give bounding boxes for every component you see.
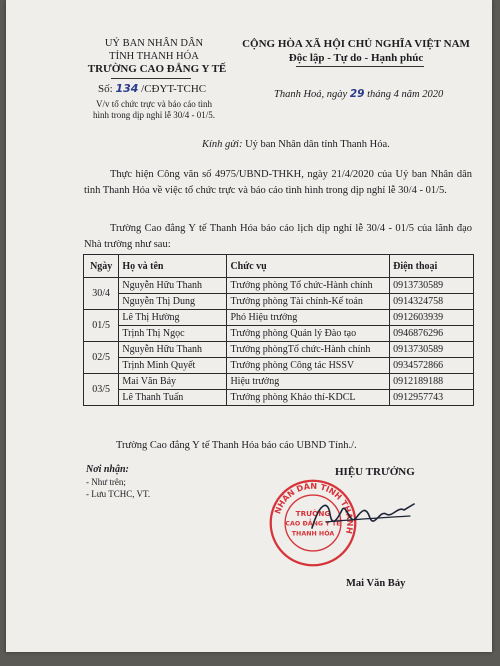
signer-title: HIỆU TRƯỞNG xyxy=(335,466,415,478)
table-row xyxy=(84,342,474,358)
cell-phone: 0913730589 xyxy=(390,342,474,358)
handwritten-day: 29 xyxy=(349,88,365,100)
recipients-title: Nơi nhận: xyxy=(86,464,129,475)
org-line-1: UỶ BAN NHÂN DÂN xyxy=(104,38,204,49)
cell-name: Lê Thanh Tuấn xyxy=(119,390,227,406)
cell-phone: 0914324758 xyxy=(390,294,474,310)
recipients-item: - Lưu TCHC, VT. xyxy=(86,489,151,499)
signer-name: Mai Văn Bảy xyxy=(346,578,406,589)
duty-roster-table xyxy=(83,254,474,406)
cell-position: Trưởng phòng Khảo thí-KDCL xyxy=(227,390,390,406)
paragraph-1: Thực hiện Công văn số 4975/UBND-THKH, ngày 21/4/2020 của Uỷ ban Nhân dân tỉnh Thanh Hóa về việc tổ chức trực và báo cáo tình hình trong dịp nghỉ lễ 30/4 - 01/5. xyxy=(84,169,472,196)
cell-day: 03/5 xyxy=(84,374,119,406)
recipient-name: Uỷ ban Nhân dân tỉnh Thanh Hóa. xyxy=(245,139,390,150)
header-day: Ngày xyxy=(84,255,119,278)
cell-phone: 0934572866 xyxy=(390,358,474,374)
signature-icon xyxy=(306,492,418,538)
seal-ring-text: NHÂN DÂN TỈNH THANH xyxy=(272,480,356,535)
cell-name: Nguyễn Hữu Thanh xyxy=(119,278,227,294)
cell-name: Nguyễn Thị Dung xyxy=(119,294,227,310)
cell-name: Nguyễn Hữu Thanh xyxy=(119,342,227,358)
table-row xyxy=(84,374,474,390)
cell-position: Trưởng phòng Tài chính-Kế toán xyxy=(227,294,390,310)
cell-name: Trịnh Thị Ngọc xyxy=(119,326,227,342)
recipients-item: - Như trên; xyxy=(86,477,126,487)
table-row xyxy=(84,278,474,294)
seal-center-line: THANH HÓA xyxy=(291,530,335,538)
subject-line-2: hình trong dịp nghỉ lễ 30/4 - 01/5. xyxy=(93,110,215,120)
handwritten-number: 134 xyxy=(115,82,139,95)
cell-name: Trịnh Minh Quyết xyxy=(119,358,227,374)
cell-day: 30/4 xyxy=(84,278,119,310)
cell-phone: 0913730589 xyxy=(390,278,474,294)
cell-position: Trưởng phòng Tổ chức-Hành chính xyxy=(227,278,390,294)
header-phone: Điện thoại xyxy=(390,255,474,278)
paragraph-2: Trường Cao đẳng Y tế Thanh Hóa báo cáo lịch dịp nghỉ lễ 30/4 - 01/5 của lãnh đạo Nhà trường như sau: xyxy=(84,223,472,250)
org-line-3: TRƯỜNG CAO ĐẲNG Y TẾ xyxy=(87,63,227,75)
cell-phone: 0912603939 xyxy=(390,310,474,326)
document-number: Số: 134 /CĐYT-TCHC xyxy=(98,82,207,95)
cell-name: Mai Văn Bảy xyxy=(119,374,227,390)
cell-position: Hiệu trưởng xyxy=(227,374,390,390)
recipient-label: Kính gửi: xyxy=(202,139,243,150)
cell-position: Trưởng phòng Quản lý Đào tạo xyxy=(227,326,390,342)
header-rule-right xyxy=(296,66,424,67)
header-name: Họ và tên xyxy=(119,255,227,278)
cell-day: 02/5 xyxy=(84,342,119,374)
table-row xyxy=(84,358,474,374)
table-row xyxy=(84,390,474,406)
table-row xyxy=(84,310,474,326)
seal-center-line: TRƯỜNG xyxy=(295,508,331,518)
cell-name: Lê Thị Hường xyxy=(119,310,227,326)
cell-position: Trưởng phòngTổ chức-Hành chính xyxy=(227,342,390,358)
cell-phone: 0912957743 xyxy=(390,390,474,406)
cell-phone: 0946876296 xyxy=(390,326,474,342)
org-line-2: TỈNH THANH HÓA xyxy=(109,51,199,62)
table-row xyxy=(84,294,474,310)
header-position: Chức vụ xyxy=(227,255,390,278)
closing-line: Trường Cao đẳng Y tế Thanh Hóa báo cáo UBND Tỉnh./. xyxy=(116,440,357,451)
cell-position: Phó Hiệu trưởng xyxy=(227,310,390,326)
republic-heading: CỘNG HÒA XÃ HỘI CHỦ NGHĨA VIỆT NAM xyxy=(242,38,470,50)
subject-line-1: V/v tổ chức trực và báo cáo tình xyxy=(96,99,212,109)
table-header-row xyxy=(84,255,474,278)
cell-day: 01/5 xyxy=(84,310,119,342)
seal-center-line: CAO ĐẲNG Y TẾ xyxy=(285,520,341,528)
date-line: Thanh Hoá, ngày 29 tháng 4 năm 2020 xyxy=(274,88,444,100)
cell-position: Trưởng phòng Công tác HSSV xyxy=(227,358,390,374)
document-page xyxy=(6,0,492,652)
table-row xyxy=(84,326,474,342)
recipient-line xyxy=(202,139,390,150)
motto: Độc lập - Tự do - Hạnh phúc xyxy=(288,52,424,64)
header-rule-left xyxy=(111,78,191,79)
cell-phone: 0912189188 xyxy=(390,374,474,390)
